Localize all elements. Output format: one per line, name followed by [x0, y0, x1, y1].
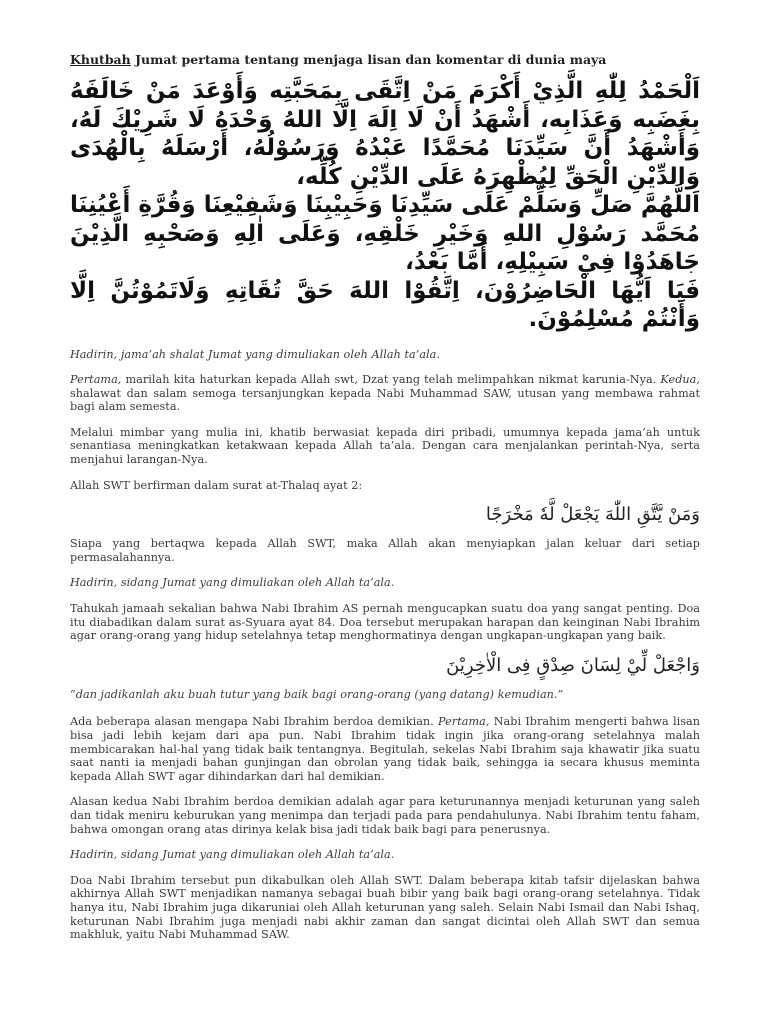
pertama-label: Pertama,	[70, 373, 122, 387]
paragraph-text: marilah kita haturkan kepada Allah swt, Dzat yang telah melimpahkan nikmat karunia-Nya.	[121, 373, 661, 387]
pertama-label: Pertama,	[438, 715, 490, 729]
paragraph-text: Nabi Ibrahim mengerti bahwa lisan bisa jadi lebih kejam dari apa pun. Nabi Ibrahim tidak ingin jika orang-orang setelahnya malah membicarakan hal-hal yang tidak baik tentangnya. Begitulah, sekelas Nabi Ibrahim saja khawatir jika suatu saat nanti ia menjadi bahan gunjingan dan obrolan yang tidak baik, sehingga ia secara khusus meminta kepada Allah SWT agar dihindarkan dari hal demikian.	[70, 715, 700, 783]
title-rest: Jumat pertama tentang menjaga lisan dan komentar di dunia maya	[130, 52, 607, 67]
arabic-shalawat: اَللَّهُمَّ صَلِّ وَسَلِّمْ عَلَى سَيِّدِنَا وَحَبِيْبِنَا وَشَفِيْعِنَا وَقُرَّةِ أَعْيُنِنَا مُحَمَّد رَسُوْلِ اللهِ وَخَيْرِ خَلْقِهِ، وَعَلَى اٰلِهِ وَصَحْبِهِ الَّذِيْنَ جَاهَدُوْا فِيْ سَبِيْلِهِ، أَمَّا بَعْدُ،	[70, 192, 700, 275]
greeting-2: Hadirin, sidang Jumat yang dimuliakan oleh Allah ta’ala.	[70, 576, 395, 590]
paragraph-wasiat: Melalui mimbar yang mulia ini, khatib berwasiat kepada diri pribadi, umumnya kepada jama’ah untuk senantiasa meningkatkan ketakwaan kepada Allah ta’ala. Dengan cara menjalankan perintah-Nya, serta menjahui larangan-Nya.	[70, 425, 700, 467]
arabic-taqwa: فَيَا اَيُّهَا الْحَاضِرُوْنَ، اِتَّقُوْا اللهَ حَقَّ تُقَاتِهِ وَلَاتَمُوْتُنَّ اِلَّا وَأَنْتُمْ مُسْلِمُوْنَ.	[70, 277, 700, 332]
verse-as-syuara: وَاجْعَلْ لِّيْ لِسَانَ صِدْقٍ فِى الْاٰخِرِيْنَ	[446, 654, 700, 676]
arabic-hamdalah: اَلْحَمْدُ لِلّٰهِ الَّذِيْ أَكْرَمَ مَنْ اِتَّقَى بِمَحَبَّتِه وَأَوْعَدَ مَنْ خَالَفَهُ بِغَضَبِه وَعَذَابِه، أَشْهَدُ أَنْ لَا اِلَهَ اِلَّا اللهُ وَحْدَهُ لَا شَرِيْكَ لَهُ، وَأَشْهَدُ أَنَّ سَيِّدَنَا مُحَمَّدًا عَبْدُهُ وَرَسُوْلُهُ، أَرْسَلَهُ بِالْهُدَى وَالدِّيْنِ الْحَقِّ لِيُظْهِرَهُ عَلَى الدِّيْنِ كُلِّه،	[70, 78, 700, 190]
paragraph-pertama	[70, 373, 700, 414]
paragraph-doa-dikabulkan: Doa Nabi Ibrahim tersebut pun dikabulkan oleh Allah SWT. Dalam beberapa kitab tafsir dijelaskan bahwa akhirnya Allah SWT menjadikan namanya sebagai buah bibir yang baik bagi orang-orang setelahnya. Tidak hanya itu, Nabi Ibrahim juga dikaruniai oleh Allah keturunan yang saleh. Selain Nabi Ismail dan Nabi Ishaq, keturunan Nabi Ibrahim juga menjadi nabi akhir zaman dan sangat dicintai oleh Allah SWT dan semua makhluk, yaitu Nabi Muhammad SAW.	[70, 873, 700, 942]
paragraph-siapa: Siapa yang bertaqwa kepada Allah SWT, maka Allah akan menyiapkan jalan keluar dari setiap permasalahannya.	[70, 537, 700, 564]
paragraph-firman: Allah SWT berfirman dalam surat at-Thalaq ayat 2:	[70, 478, 363, 492]
document-title	[70, 52, 700, 67]
title-underlined-word: Khutbah	[70, 52, 131, 67]
document-page	[70, 52, 700, 942]
kedua-label: Kedua,	[660, 373, 700, 387]
greeting-3: Hadirin, sidang Jumat yang dimuliakan oleh Allah ta’ala.	[70, 848, 395, 862]
verse-translation: “dan jadikanlah aku buah tutur yang baik bagi orang-orang (yang datang) kemudian.”	[70, 687, 564, 701]
paragraph-text: Ada beberapa alasan mengapa Nabi Ibrahim berdoa demikian.	[70, 715, 439, 729]
opening-arabic	[70, 77, 700, 334]
paragraph-text: shalawat dan salam semoga tersanjungkan kepada Nabi Muhammad SAW, utusan yang membawa rahmat bagi alam semesta.	[70, 386, 700, 414]
verse-at-thalaq: وَمَنْ يَّتَّقِ اللّٰهَ يَجْعَلْ لَّهٗ مَخْرَجًا	[485, 504, 700, 526]
paragraph-tahukah: Tahukah jamaah sekalian bahwa Nabi Ibrahim AS pernah mengucapkan suatu doa yang sangat penting. Doa itu diabadikan dalam surat as-Syuara ayat 84. Doa tersebut merupakan harapan dan keinginan Nabi Ibrahim agar orang-orang yang hidup setelahnya tetap menghormatinya dengan ungkapan-ungkapan yang baik.	[70, 602, 700, 643]
paragraph-alasan-pertama	[70, 715, 700, 783]
greeting-1: Hadirin, jama’ah shalat Jumat yang dimuliakan oleh Allah ta’ala.	[70, 347, 441, 361]
paragraph-alasan-kedua: Alasan kedua Nabi Ibrahim berdoa demikian adalah agar para keturunannya menjadi keturunan yang saleh dan tidak meniru keburukan yang menimpa dan terjadi pada para pendahulunya. Nabi Ibrahim tentu faham, bahwa omongan orang atas dirinya kelak bisa jadi tidak baik bagi para penerusnya.	[70, 795, 700, 836]
